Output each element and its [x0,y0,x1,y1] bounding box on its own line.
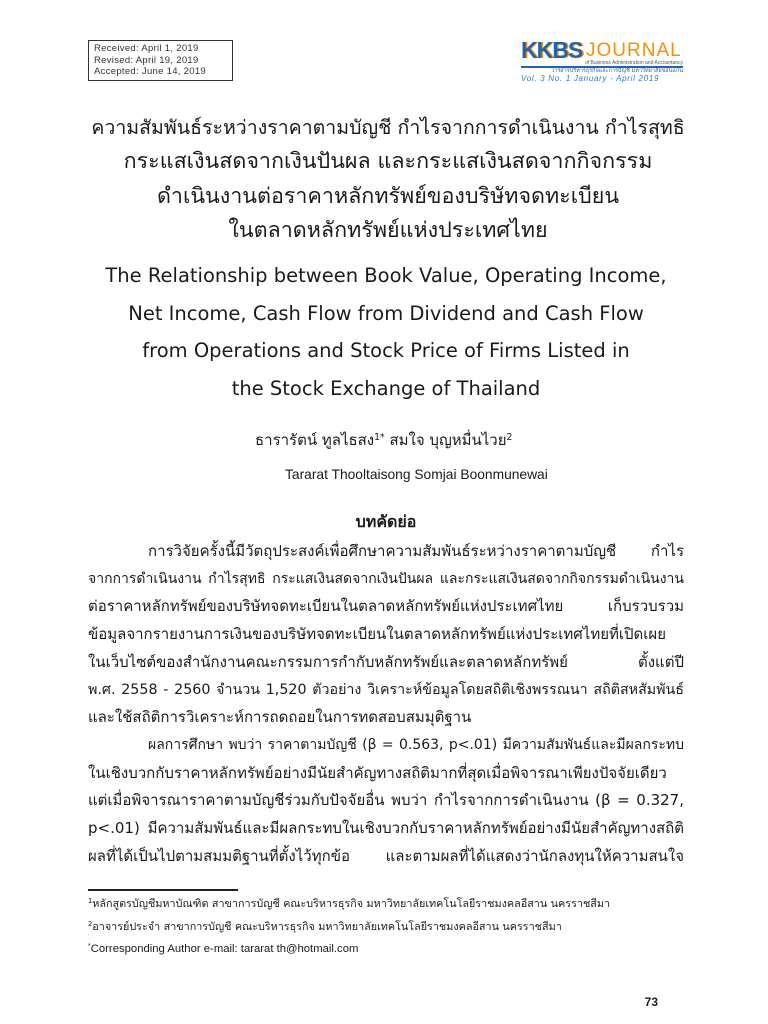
footnote [88,915,684,938]
thai-title-line: ความสัมพันธ์ระหว่างราคาตามบัญชี กำไรจากการดำเนินงาน กำไรสุทธิ [91,116,685,139]
english-title-line: Net Income, Cash Flow from Dividend and Cash Flow [128,301,644,325]
abstract-line: พ.ศ. 2558 - 2560 จำนวน 1,520 ตัวอย่าง วิเคราะห์ข้อมูลโดยสถิติเชิงพรรณนา สถิติสหสัมพันธ์ [88,681,684,698]
abstract-line: ในเว็บไซต์ของสำนักงานคณะกรรมการกำกับหลักทรัพย์และตลาดหลักทรัพย์ ตั้งแต่ปี [88,652,684,671]
footnote [88,892,684,915]
author-affiliation-mark: 2 [506,431,513,443]
abstract-line: ผลที่ได้เป็นไปตามสมมติฐานที่ตั้งไว้ทุกข้อ และตามผลที่ได้แสดงว่านักลงทุนให้ความสนใจ [88,846,684,865]
abstract-line: ข้อมูลจากรายงานการเงินของบริษัทจดทะเบียนในตลาดหลักทรัพย์แห่งประเทศไทยที่เปิดเผย [88,625,666,644]
abstract-body [88,538,684,870]
footnote-mark: * [88,943,91,951]
abstract-line: ผลการศึกษา พบว่า ราคาตามบัญชี (β = 0.563, p<.01) มีความสัมพันธ์และมีผลกระทบ [148,736,684,753]
submission-dates-box [88,40,233,81]
journal-logo [519,36,685,84]
english-title-line: the Stock Exchange of Thailand [231,376,541,400]
abstract-paragraph [88,538,684,732]
footnote [88,938,684,961]
thai-title-line: กระแสเงินสดจากเงินปันผล และกระแสเงินสดจากกิจกรรม [123,149,653,175]
thai-title-line: ดำเนินงานต่อราคาหลักทรัพย์ของบริษัทจดทะเบียน [156,183,620,209]
footnote-divider [88,889,238,891]
english-title [84,257,688,407]
footnote-text: อาจารย์ประจำ สาขาการบัญชี คณะบริหารธุรกิจ มหาวิทยาลัยเทคโนโลยีราชมงคลอีสาน นครราชสีมา [92,920,562,933]
abstract-line: p<.01) มีความสัมพันธ์และมีผลกระทบในเชิงบวกกับราคาหลักทรัพย์อย่างมีนัยสำคัญทางสถิติ [88,819,684,838]
english-title-line: from Operations and Stock Price of Firms Listed in [142,339,630,363]
abstract-line: ในเชิงบวกกับราคาหลักทรัพย์อย่างมีนัยสำคัญทางสถิติมากที่สุดเมื่อพิจารณาเพียงปัจจัยเดียว [88,763,667,782]
received-date: Received: April 1, 2019 [94,43,199,54]
footnote-mark: 2 [88,920,93,929]
thai-title [88,111,688,248]
author-affiliation-mark: 1* [374,431,385,443]
english-title-line: The Relationship between Book Value, Operating Income, [105,264,667,287]
footnote-text: Corresponding Author e-mail: tararat th@hotmail.com [90,943,359,955]
thai-title-line: ในตลาดหลักทรัพย์แห่งประเทศไทย [228,217,548,243]
logo-journal-name: JOURNAL [586,40,682,61]
abstract-line: ต่อราคาหลักทรัพย์ของบริษัทจดทะเบียนในตลาดหลักทรัพย์แห่งประเทศไทย เก็บรวบรวม [88,597,684,616]
logo-thai-name: วารสารบริหารธุรกิจและการบัญชี มหาวิทยาลัยขอนแก่น [551,67,683,74]
accepted-date: Accepted: June 14, 2019 [94,66,207,78]
abstract-line: การวิจัยครั้งนี้มีวัตถุประสงค์เพื่อศึกษาความสัมพันธ์ระหว่างราคาตามบัญชี กำไร [148,542,684,560]
logo-mark: KKBS [521,37,583,63]
footnote-mark: 1 [88,897,93,906]
author-name: สมใจ บุญหมื่นไวย [389,431,507,449]
abstract-line: แต่เมื่อพิจารณาราคาตามบัญชีร่วมกับปัจจัยอื่น พบว่า กำไรจากการดำเนินงาน (β = 0.327, [88,791,684,810]
revised-date: Revised: April 19, 2019 [94,54,199,66]
footnotes [88,892,684,961]
abstract-line: และใช้สถิติการวิเคราะห์การถดถอยในการทดสอบสมมุติฐาน [88,708,472,727]
abstract-paragraph [88,732,684,871]
journal-issue: Vol. 3 No. 1 January - April 2019 [521,74,660,83]
footnote-text: หลักสูตรบัญชีมหาบัณฑิต สาขาการบัญชี คณะบริหารธุรกิจ มหาวิทยาลัยเทคโนโลยีราชมงคลอีสาน นครราชสีมา [92,897,611,910]
logo-subtitle: of Business Administration and Accountancy [585,60,683,66]
page-number: 73 [644,995,658,1009]
abstract-heading: บทคัดย่อ [355,512,417,531]
author-name: ธารารัตน์ ทูลไธสง [255,431,375,449]
author-names-thai [255,428,675,452]
author-names-english: Tararat Thooltaisong Somjai Boonmunewai [285,467,548,482]
abstract-line: จากการดำเนินงาน กำไรสุทธิ กระแสเงินสดจากเงินปันผล และกระแสเงินสดจากกิจกรรมดำเนินงาน [88,570,684,587]
